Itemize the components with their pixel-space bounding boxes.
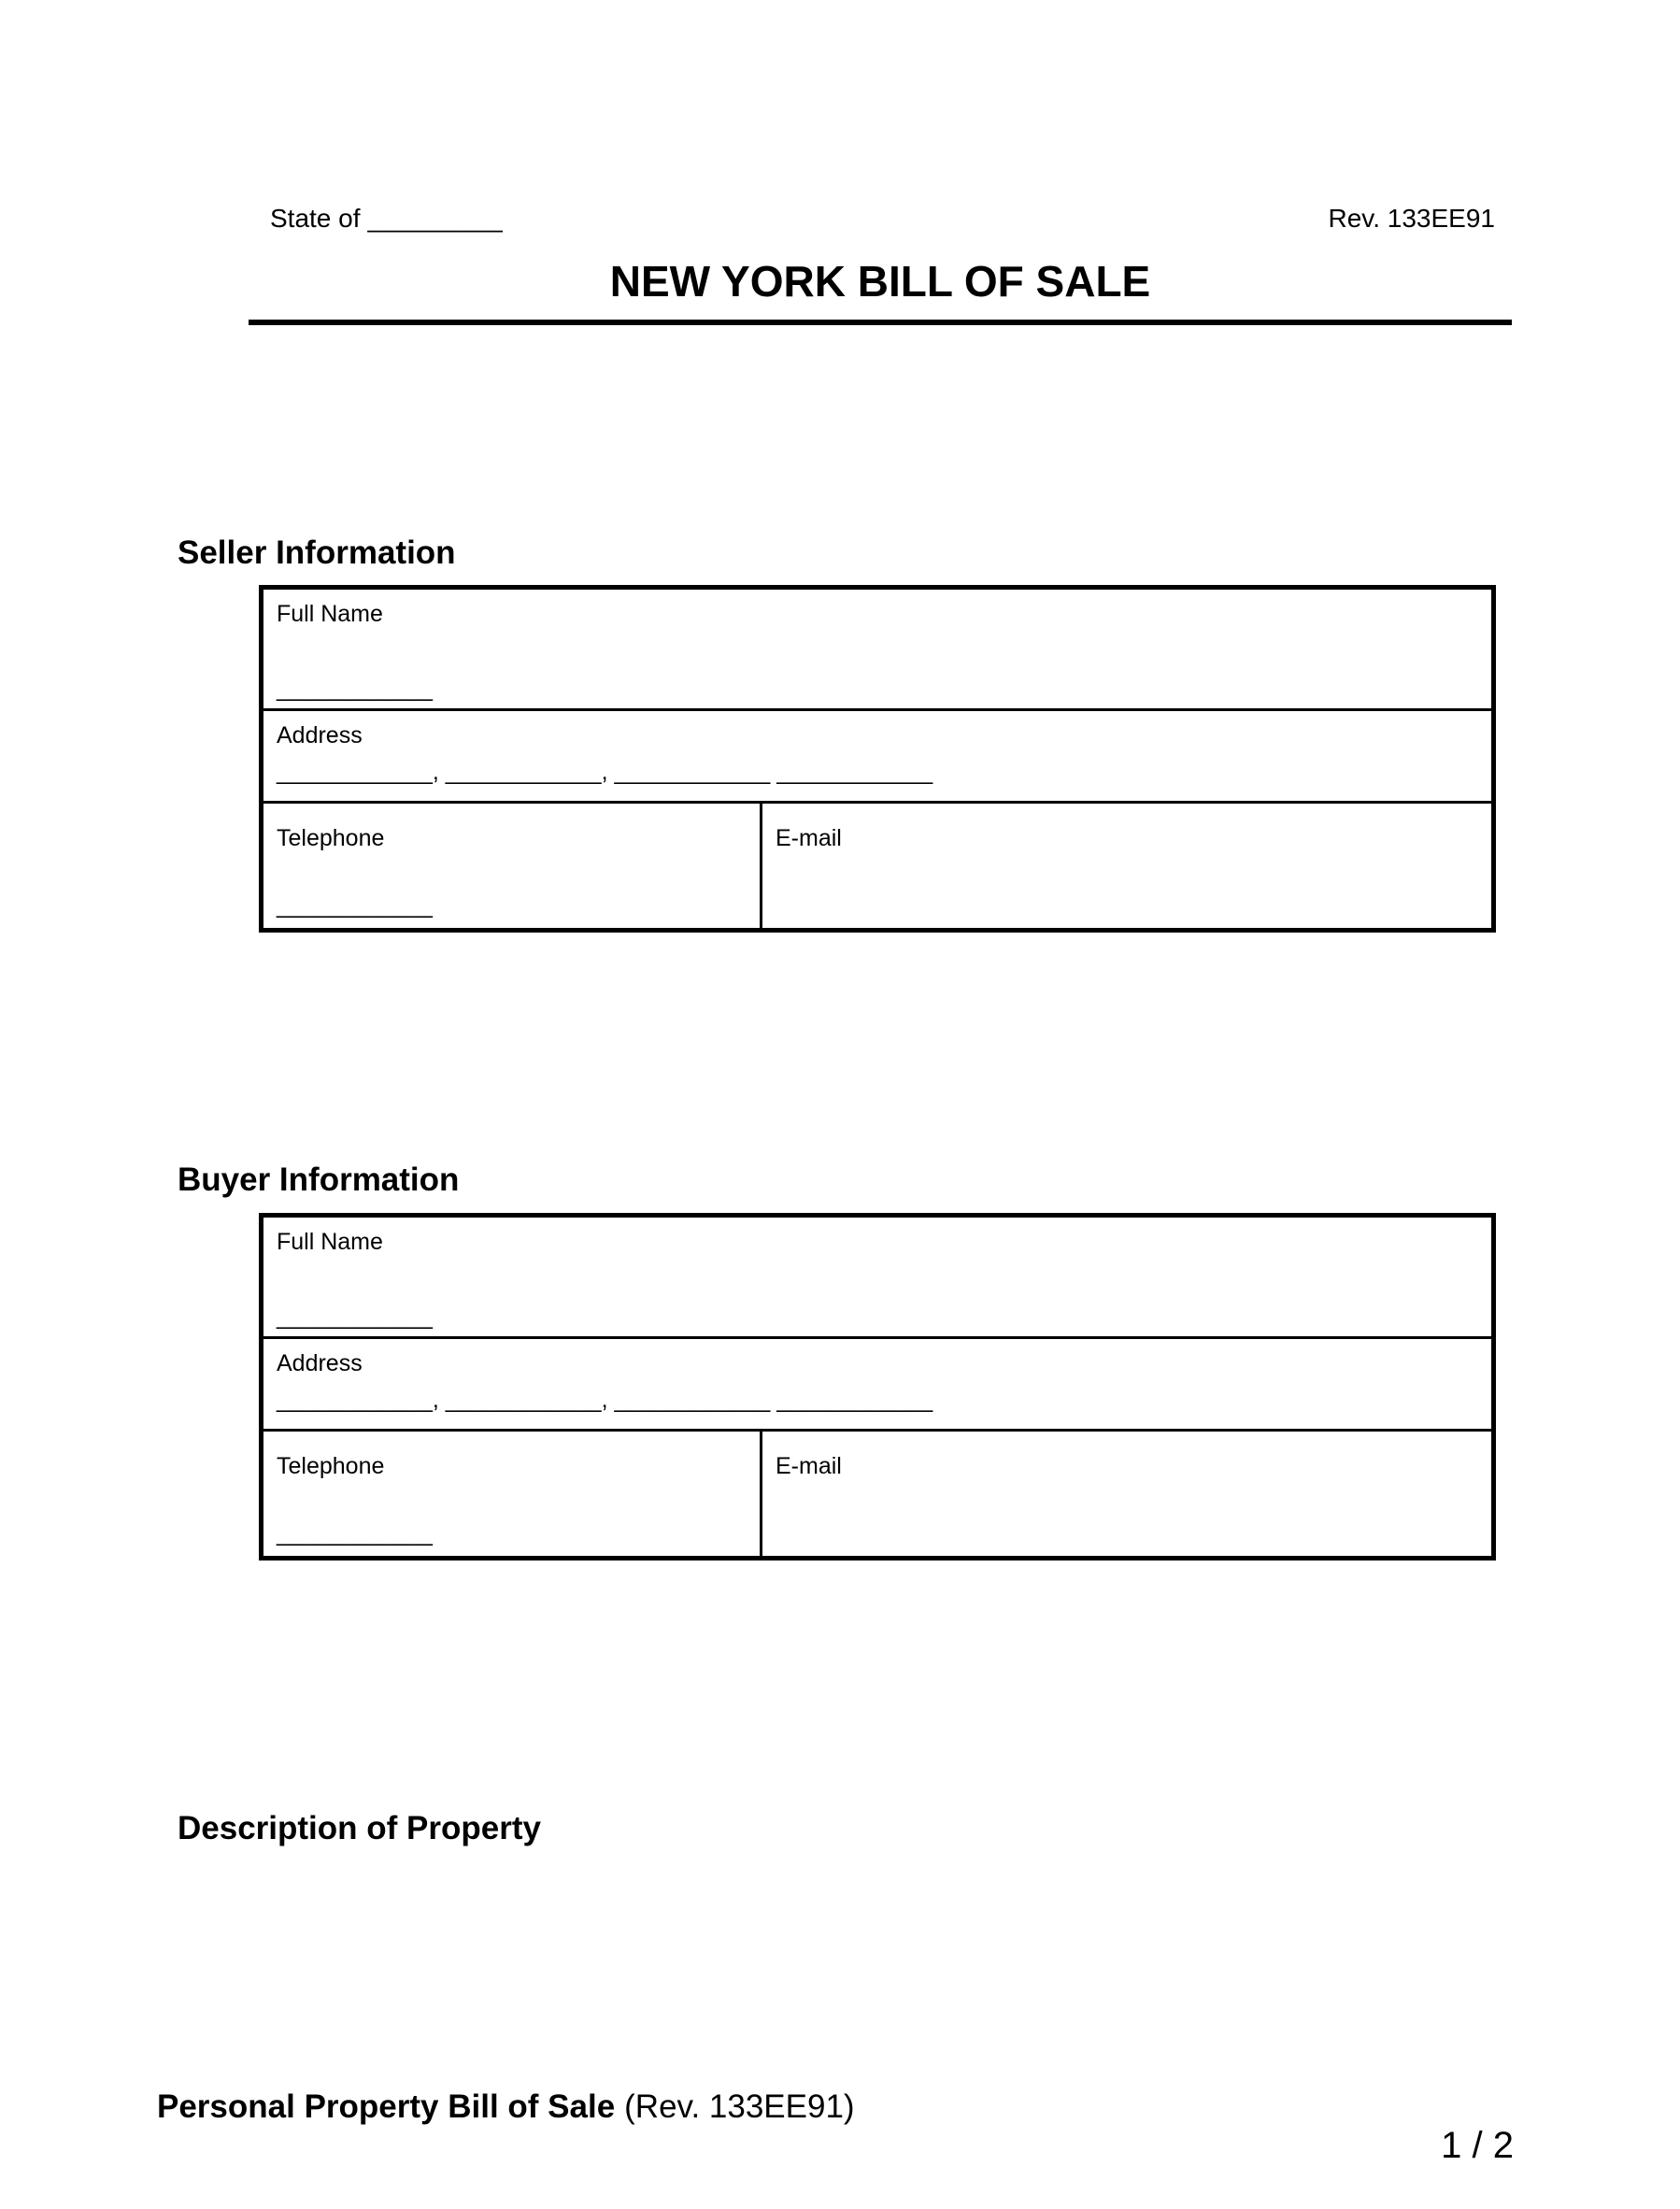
page-number: 1 / 2	[1441, 2125, 1514, 2166]
buyer-full-name-row	[263, 1218, 1491, 1339]
seller-full-name-label: Full Name	[277, 601, 383, 627]
seller-email-label: E-mail	[776, 825, 842, 851]
buyer-section-heading: Buyer Information	[178, 1162, 460, 1198]
seller-address-row	[263, 711, 1491, 804]
buyer-address-row	[263, 1339, 1491, 1432]
buyer-telephone-label: Telephone	[277, 1453, 385, 1479]
seller-telephone-label: Telephone	[277, 825, 385, 851]
buyer-telephone-cell	[263, 1432, 762, 1556]
seller-contact-row	[263, 804, 1491, 928]
revision-label: Rev. 133EE91	[1328, 204, 1495, 233]
description-section-heading: Description of Property	[178, 1810, 541, 1846]
buyer-address-label: Address	[277, 1350, 363, 1376]
footer-revision: (Rev. 133EE91)	[624, 2088, 855, 2125]
buyer-address-blank-line[interactable]: ____________, ____________, ____________ ____________	[277, 1387, 933, 1413]
state-blank-line[interactable]: _________	[367, 204, 504, 233]
seller-address-blank-line[interactable]: ____________, ____________, ____________ ____________	[277, 759, 933, 785]
seller-address-label: Address	[277, 722, 363, 748]
buyer-contact-row	[263, 1432, 1491, 1556]
seller-full-name-blank-line[interactable]: ____________	[277, 676, 433, 702]
footer-doc-name: Personal Property Bill of Sale	[157, 2088, 616, 2125]
buyer-email-label: E-mail	[776, 1453, 842, 1479]
buyer-email-cell	[762, 1432, 1491, 1556]
buyer-full-name-blank-line[interactable]: ____________	[277, 1304, 433, 1330]
seller-telephone-blank-line[interactable]: ____________	[277, 892, 433, 919]
buyer-full-name-label: Full Name	[277, 1229, 383, 1255]
seller-full-name-row	[263, 590, 1491, 711]
title-rule	[249, 320, 1512, 325]
seller-section-heading: Seller Information	[178, 534, 456, 571]
seller-info-table	[259, 585, 1496, 933]
buyer-info-table	[259, 1213, 1496, 1561]
footer-line	[157, 2090, 855, 2123]
buyer-telephone-blank-line[interactable]: ____________	[277, 1520, 433, 1546]
seller-email-cell	[762, 804, 1491, 928]
state-of-label: State of	[270, 204, 361, 233]
document-title: NEW YORK BILL OF SALE	[609, 257, 1151, 306]
seller-telephone-cell	[263, 804, 762, 928]
state-of-line	[270, 206, 503, 232]
